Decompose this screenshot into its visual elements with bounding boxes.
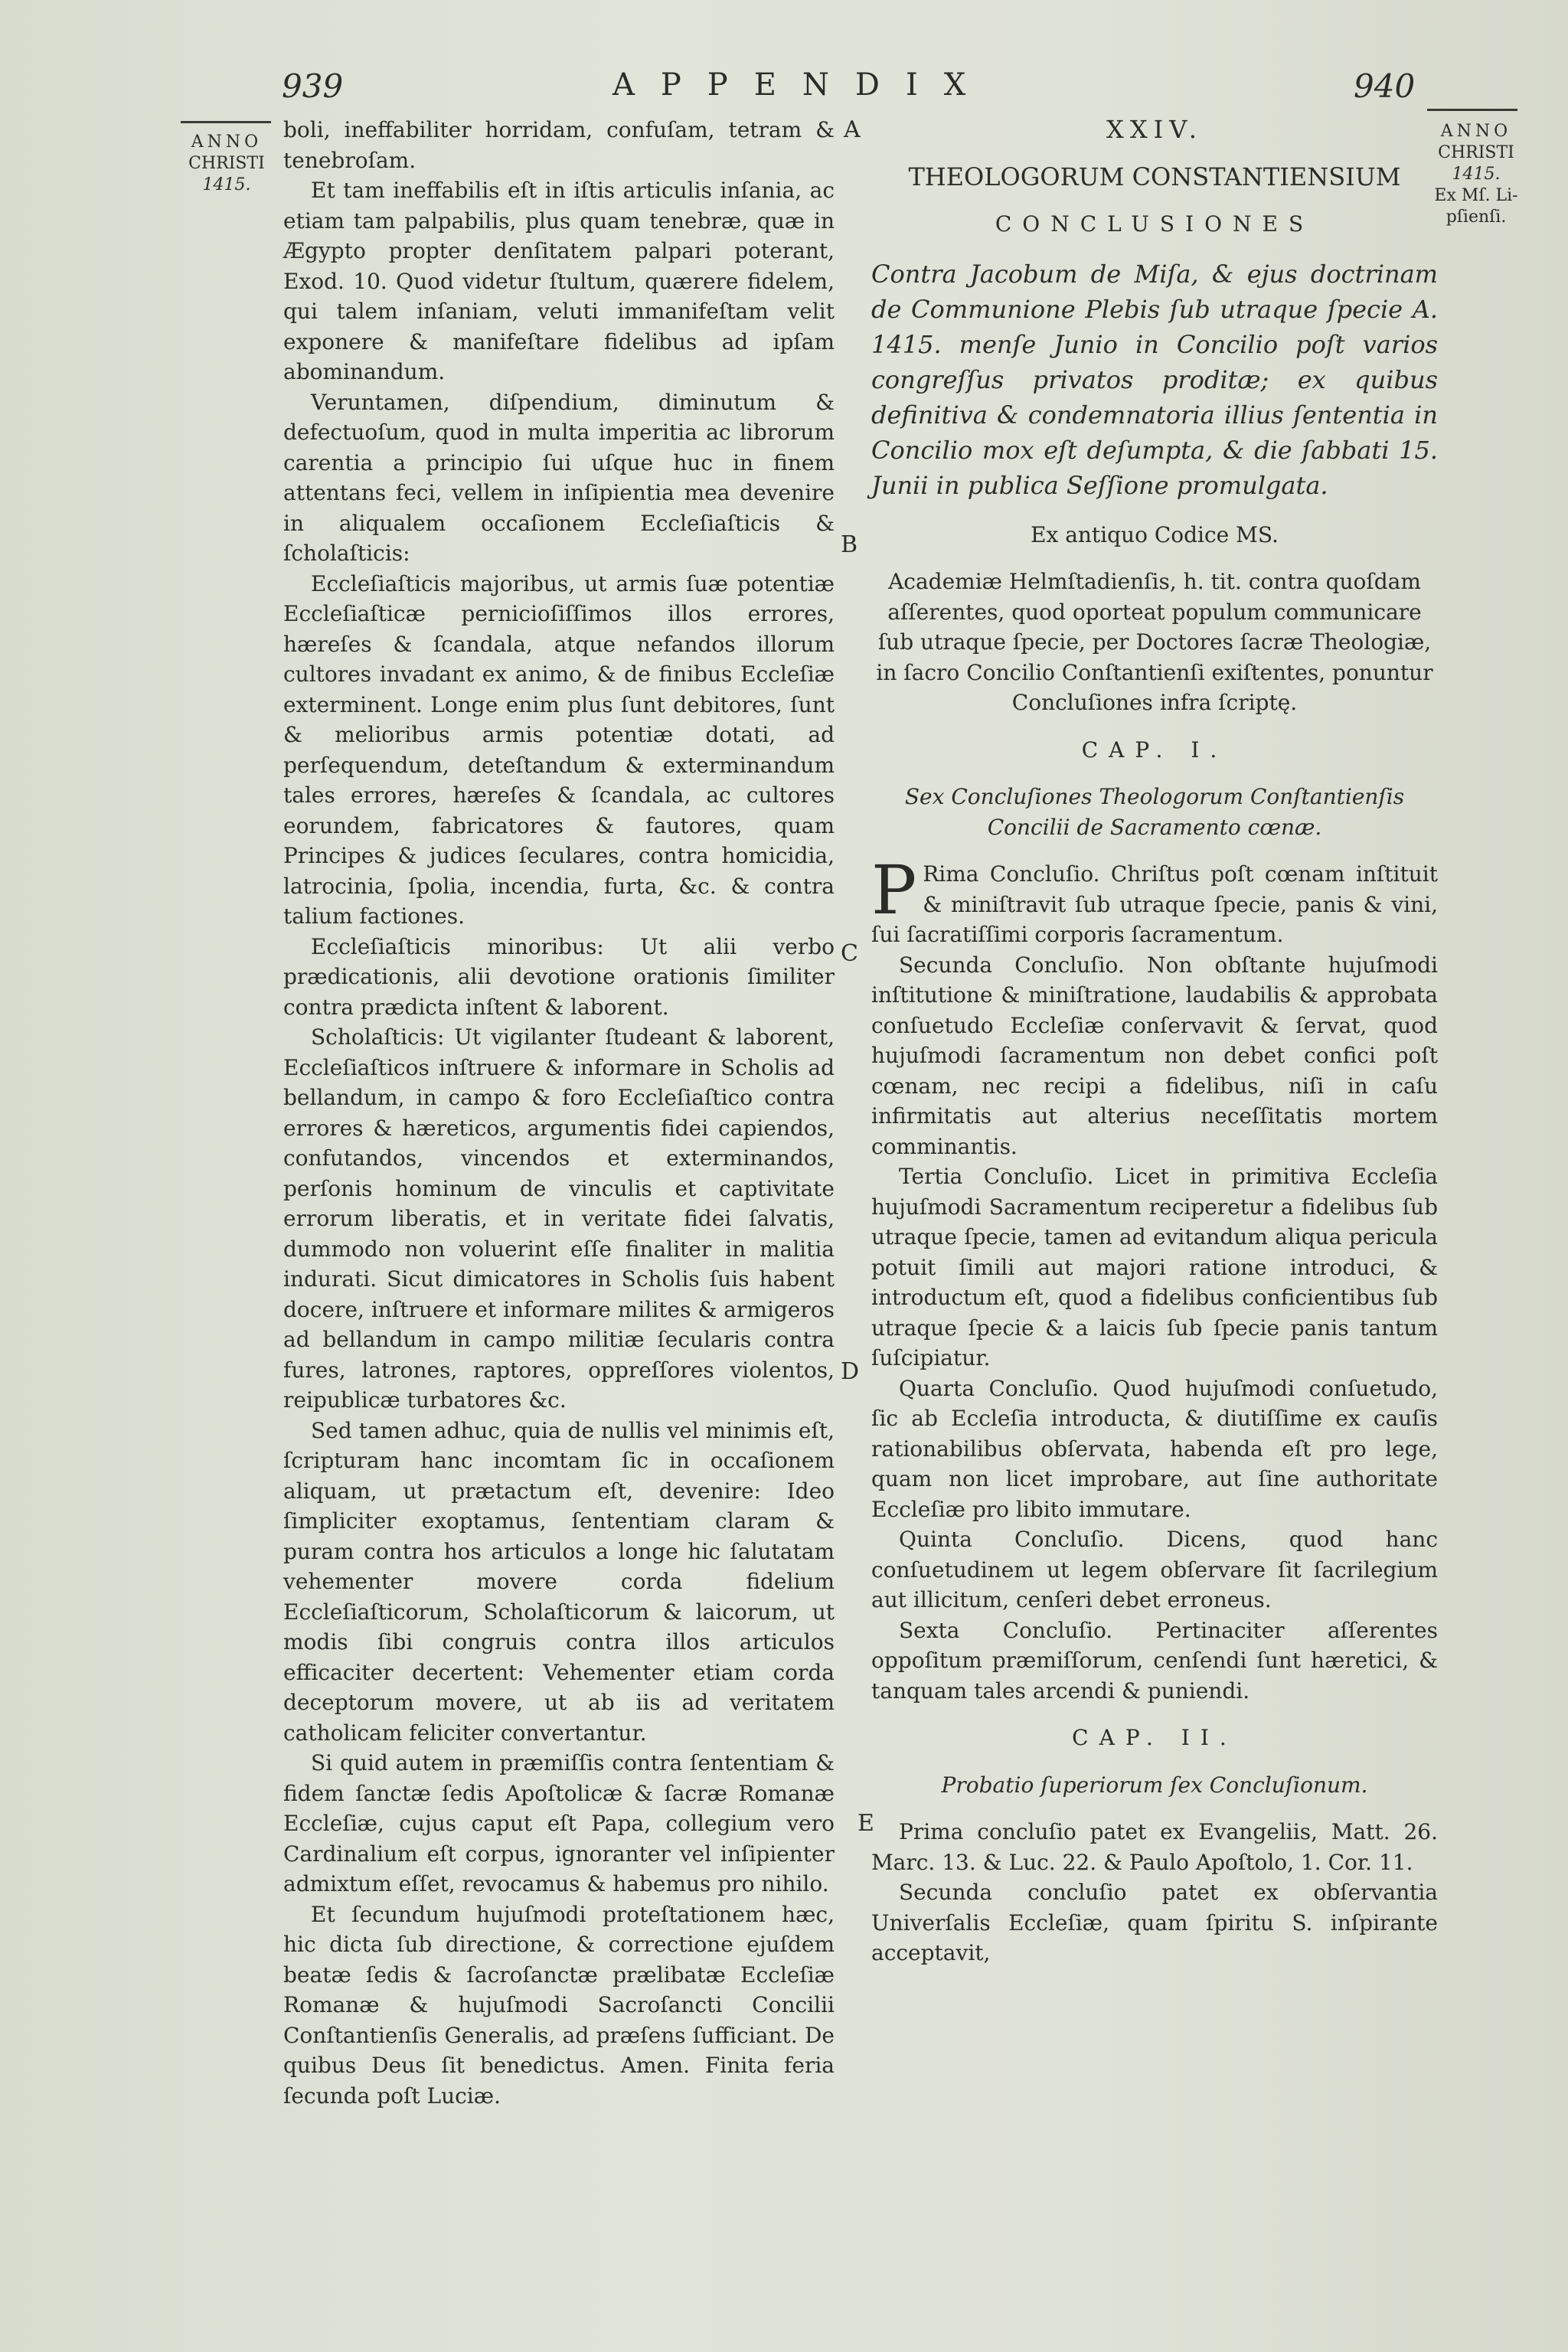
paragraph: Sed tamen adhuc, quia de nullis vel minimis eſt, ſcripturam hanc incomtam ſic in occaſionem aliquam, ut prætactum eſt, devenire: Ideo ſimpliciter exoptamus, ſententiam claram & puram contra hos articulos a longe hic ſalutatam vehementer movere corda fidelium Eccleſiaſticorum, Scholaſticorum & laicorum, ut modis ſibi congruis contra illos articulos efficaciter decertent: Vehementer etiam corda deceptorum movere, ut ab iis ad veritatem catholicam feliciter convertantur. [283,1417,835,1746]
paragraph: boli, ineffabiliter horridam, confuſam, tetram & tenebroſam. [283,117,835,173]
section-letter: A [844,116,861,143]
section-letter: C [841,940,858,967]
document-title: THEOLOGORUM CONSTANTIENSIUM [908,162,1401,191]
chapter-heading: CAP. I. [1081,737,1228,763]
chapter-title: Sex Concluſiones Theologorum Conſtantienſis Concilii de Sacramento cœnæ. [904,784,1405,840]
margin-year: 1415. [1452,165,1501,184]
conclusion-first: P Rima Concluſio. Chriſtus poſt cœnam inſtituit & miniſtravit ſub utraque ſpecie, panis & vini, ſui ſacratiſſimi corporis ſacramentum. [871,851,1438,947]
probation: Prima concluſio patet ex Evangeliis, Matt. 26. Marc. 13. & Luc. 22. & Paulo Apoſtolo, 1. Cor. 11. [871,1819,1438,1875]
conclusion: Secunda Concluſio. Non obſtante hujuſmodi inſtitutione & miniſtratione, laudabilis & approbata conſuetudo Eccleſiæ conſervavit & ſervat, quod hujuſmodi ſacramentum non debet confici poſt cœnam, nec recipi a fidelibus, niſi in caſu infirmitatis aut alterius neceſſitatis mortem comminantis. [871,952,1438,1159]
section-letter: E [858,1810,874,1837]
drop-cap: P [871,851,917,929]
paragraph: Eccleſiaſticis minoribus: Ut alii verbo prædicationis, alii devotione orationis ſimiliter contra prædicta inſtent & laborent. [283,933,835,1020]
section-letter: D [841,1358,860,1385]
chapter-title: Probatio ſuperiorum ſex Concluſionum. [941,1772,1368,1798]
margin-christi: CHRISTI [188,154,265,173]
margin-source: pſienſi. [1446,207,1507,227]
chapter-heading: CAP. II. [1072,1725,1237,1750]
conclusion: Tertia Concluſio. Licet in primitiva Eccleſia hujuſmodi Sacramentum reciperetur a fidelibus ſub utraque ſpecie, tamen ad evitandum aliqua pericula potuit ſimili aut majori ratione introduci, & introductum eſt, quod a fidelibus conficientibus ſub utraque ſpecie & a laicis ſub ſpecie panis tantum ſuſcipiatur. [871,1164,1438,1370]
paragraph: Eccleſiaſticis majoribus, ut armis ſuæ potentiæ Eccleſiaſticæ pernicioſiſſimos illos errores, hæreſes & ſcandala, atque nefandos illorum cultores invadant ex animo, & de finibus Eccleſiæ exterminent. Longe enim plus ſunt debitores, ſunt & melioribus armis potentiæ dotati, ad perſequendum, deteſtandum & exterminandum tales errores, hæreſes & ſcandala, ac cultores eorundem, fabricatores & fautores, quam Principes & judices ſeculares, contra homicidia, latrocinia, ſpolia, incendia, furta, &c. & contra talium factiones. [283,570,835,929]
right-column [871,115,1438,1968]
probation: Secunda concluſio patet ex obſervantia Univerſalis Eccleſiæ, quam ſpiritu S. inſpirante acceptavit, [871,1880,1438,1965]
left-column [283,115,835,2111]
margin-rule-right [1427,109,1517,111]
paragraph: Veruntamen, diſpendium, diminutum & defectuoſum, quod in multa imperitia ac librorum carentia a principio ſui uſque huc in finem attentans feci, vellem in inſipientia mea devenire in aliqualem occaſionem Eccleſiaſticis & ſcholaſticis: [283,389,835,566]
document-number: XXIV. [1106,115,1203,144]
conclusion: Quarta Concluſio. Quod hujuſmodi conſuetudo, ſic ab Eccleſia introducta, & diutiſſime ex cauſis rationabilibus obſervata, habenda eſt pro lege, quam non licet improbare, aut ſine authoritate Eccleſiæ pro libito immutare. [871,1375,1438,1522]
document-title-2: CONCLUSIONES [995,211,1315,237]
margin-anno: ANNO [1440,122,1512,141]
margin-anno: ANNO [191,132,263,152]
conclusion: Quinta Concluſio. Dicens, quod hanc conſuetudinem ut legem obſervare ſit ſacrilegium aut illicitum, cenſeri debet erroneus. [871,1527,1438,1612]
running-title: APPENDIX [612,67,992,103]
margin-source: Ex Mſ. Li- [1434,186,1518,205]
page-number-right: 940 [1354,67,1416,105]
source-note: Academiæ Helmſtadienſis, h. tit. contra quoſdam aſſerentes, quod oporteat populum communicare ſub utraque ſpecie, per Doctores ſacræ Theologiæ, in ſacro Concilio Conſtantienſi exiſtentes, ponuntur Concluſiones infra ſcriptę. [876,569,1433,715]
paragraph: Et tam ineffabilis eſt in iſtis articulis inſania, ac etiam tam palpabilis, plus quam tenebræ, quæ in Ægypto propter denſitatem palpari poterant, Exod. 10. Quod videtur ſtultum, quærere fidelem, qui talem inſaniam, veluti immanifeſtam velit exponere & manifeſtare fidelibus ad ipſam abominandum. [283,178,835,384]
conclusion: Sexta Concluſio. Pertinaciter aſſerentes oppoſitum præmiſſorum, cenſendi ſunt hæretici, & tanquam tales arcendi & puniendi. [871,1617,1438,1704]
paragraph: Scholaſticis: Ut vigilanter ſtudeant & laborent, Eccleſiaſticos inſtruere & informare in Scholis ad bellandum, in campo & foro Eccleſiaſtico contra errores & hæreticos, argumentis fidei capiendos, confutandos, vincendos et exterminandos, perſonis hominum de vinculis et captivitate errorum liberatis, et in veritate fidei ſalvatis, dummodo non voluerint eſſe finaliter in malitia indurati. Sicut dimicatores in Scholis ſuis habent docere, inſtruere et informare milites & armigeros ad bellandum in campo militiæ ſecularis contra fures, latrones, raptores, oppreſſores violentos, reipublicæ turbatores &c. [283,1024,835,1413]
paragraph: Si quid autem in præmiſſis contra ſententiam & fidem ſanctæ ſedis Apoſtolicæ & ſacræ Romanæ Eccleſiæ, cujus caput eſt Papa, collegium vero Cardinalium eſt corpus, ignoranter vel inſipienter admixtum eſſet, revocamus & habemus pro nihilo. [283,1750,835,1896]
section-letter: B [841,531,858,558]
margin-year: 1415. [202,175,251,194]
page-number-left: 939 [282,67,344,105]
margin-rule-left [181,121,271,123]
document-subtitle: Contra Jacobum de Miſa, & ejus doctrinam de Communione Plebis ſub utraque ſpecie A. 1415. menſe Junio in Concilio poſt varios congreſſus privatos proditæ; ex quibus definitiva & condemnatoria illius ſententia in Concilio mox eſt deſumpta, & die ſabbati 15. Junii in publica Seſſione promulgata. [871,259,1438,500]
paragraph: Et ſecundum hujuſmodi proteſtationem hæc, hic dicta ſub directione, & correctione ejuſdem beatæ ſedis & ſacroſanctæ prælibatæ Eccleſiæ Romanæ & hujuſmodi Sacroſancti Concilii Conſtantienſis Generalis, ad præſens ſufficiant. De quibus Deus ſit benedictus. Amen. Finita feria ſecunda poſt Luciæ. [283,1901,835,2109]
margin-note-right [1423,121,1530,228]
margin-note-left [173,132,280,196]
source-heading: Ex antiquo Codice MS. [1031,521,1279,547]
margin-christi: CHRISTI [1438,143,1514,162]
